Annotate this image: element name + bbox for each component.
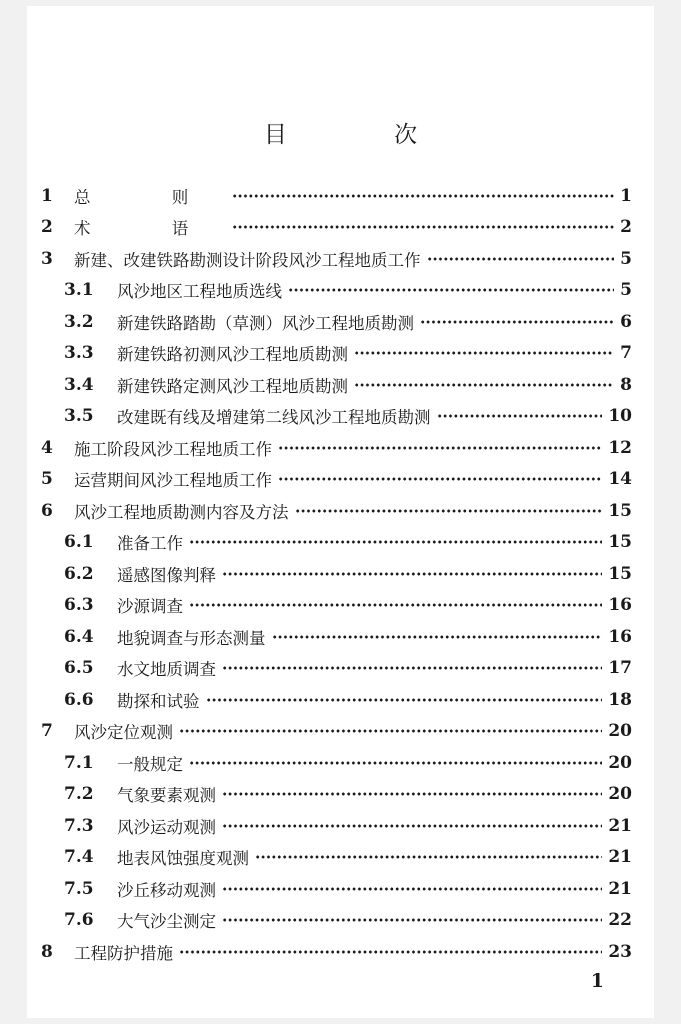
toc-entry[interactable] — [41, 243, 632, 275]
toc-entry-number: 2 — [41, 217, 53, 238]
dot-leader — [272, 634, 603, 640]
dot-leader — [427, 256, 615, 262]
toc-entry-page: 2 — [620, 217, 632, 238]
toc-entry-number: 3 — [41, 248, 53, 269]
toc-entry-number: 8 — [41, 941, 53, 962]
toc-entry-label: 气象要素观测 — [117, 786, 216, 806]
toc-entry[interactable] — [41, 716, 632, 748]
toc-entry-number: 7.2 — [64, 784, 94, 805]
dot-leader — [179, 728, 602, 734]
toc-entry-label: 运营期间风沙工程地质工作 — [74, 471, 272, 491]
dot-leader — [232, 224, 614, 230]
dot-leader — [206, 697, 603, 703]
toc-entry[interactable] — [41, 432, 632, 464]
toc-entry-number: 7 — [41, 721, 53, 742]
toc-entry-page: 1 — [620, 185, 632, 206]
dot-leader — [295, 508, 603, 514]
toc-entry-label: 风沙运动观测 — [117, 817, 216, 837]
dot-leader — [437, 413, 603, 419]
toc-entry-label: 术 语 — [74, 219, 227, 239]
toc-entry[interactable] — [41, 873, 632, 905]
dot-leader — [354, 382, 614, 388]
toc-entry-label: 风沙地区工程地质选线 — [117, 282, 282, 302]
toc-entry[interactable] — [41, 527, 632, 559]
toc-entry-page: 21 — [608, 878, 632, 899]
dot-leader — [189, 602, 602, 608]
toc-entry-label: 地表风蚀强度观测 — [117, 849, 249, 869]
toc-entry-page: 15 — [608, 532, 632, 553]
toc-entry-page: 21 — [608, 815, 632, 836]
toc-entry-page: 5 — [620, 248, 632, 269]
dot-leader — [189, 539, 602, 545]
toc-entry-page: 16 — [608, 595, 632, 616]
dot-leader — [222, 823, 602, 829]
toc-entry-number: 4 — [41, 437, 53, 458]
toc-entry[interactable] — [41, 842, 632, 874]
toc-entry-page: 12 — [608, 437, 632, 458]
dot-leader — [255, 854, 602, 860]
toc-entry[interactable] — [41, 306, 632, 338]
dot-leader — [179, 949, 602, 955]
toc-entry-label: 遥感图像判释 — [117, 565, 216, 585]
toc-entry[interactable] — [41, 810, 632, 842]
toc-entry[interactable] — [41, 558, 632, 590]
toc-entry-page: 15 — [608, 500, 632, 521]
toc-entry[interactable] — [41, 180, 632, 212]
toc-entry-page: 20 — [608, 784, 632, 805]
toc-entry-page: 16 — [608, 626, 632, 647]
toc-entry-label: 水文地质调查 — [117, 660, 216, 680]
toc-entry-page: 15 — [608, 563, 632, 584]
toc-entry-label: 沙源调查 — [117, 597, 183, 617]
toc-entry[interactable] — [41, 905, 632, 937]
toc-entry[interactable] — [41, 590, 632, 622]
toc-entry-number: 6 — [41, 500, 53, 521]
toc-entry-label: 勘探和试验 — [117, 691, 200, 711]
toc-entry-label: 总 则 — [74, 187, 227, 207]
toc-entry-label: 大气沙尘测定 — [117, 912, 216, 932]
toc-entry-label: 施工阶段风沙工程地质工作 — [74, 439, 272, 459]
toc-entry-number: 7.4 — [64, 847, 94, 868]
toc-entry-page: 17 — [608, 658, 632, 679]
dot-leader — [222, 886, 602, 892]
toc-entry-number: 7.3 — [64, 815, 94, 836]
page-number: 1 — [590, 970, 604, 992]
dot-leader — [222, 791, 602, 797]
toc-entry-number: 5 — [41, 469, 53, 490]
toc-entry[interactable] — [41, 495, 632, 527]
toc-entry-label: 沙丘移动观测 — [117, 880, 216, 900]
table-of-contents — [41, 180, 632, 968]
toc-entry-page: 14 — [608, 469, 632, 490]
toc-entry-label: 新建铁路初测风沙工程地质勘测 — [117, 345, 348, 365]
toc-entry-number: 6.6 — [64, 689, 94, 710]
dot-leader — [189, 760, 602, 766]
dot-leader — [232, 193, 614, 199]
page-title: 目 次 — [263, 122, 468, 148]
toc-entry-page: 20 — [608, 721, 632, 742]
toc-entry[interactable] — [41, 747, 632, 779]
toc-entry-page: 20 — [608, 752, 632, 773]
toc-entry-number: 6.5 — [64, 658, 94, 679]
toc-entry[interactable] — [41, 684, 632, 716]
dot-leader — [278, 445, 602, 451]
toc-entry-label: 地貌调查与形态测量 — [117, 628, 266, 648]
toc-entry-page: 5 — [620, 280, 632, 301]
toc-entry-number: 3.5 — [64, 406, 94, 427]
dot-leader — [288, 287, 614, 293]
dot-leader — [222, 917, 602, 923]
toc-entry[interactable] — [41, 212, 632, 244]
dot-leader — [278, 476, 602, 482]
toc-entry-number: 6.2 — [64, 563, 94, 584]
toc-entry[interactable] — [41, 653, 632, 685]
dot-leader — [420, 319, 614, 325]
toc-entry-number: 7.6 — [64, 910, 94, 931]
toc-entry-label: 准备工作 — [117, 534, 183, 554]
toc-entry-number: 3.2 — [64, 311, 94, 332]
toc-entry-label: 风沙工程地质勘测内容及方法 — [74, 502, 289, 522]
toc-entry[interactable] — [41, 936, 632, 968]
toc-entry[interactable] — [41, 621, 632, 653]
toc-entry-number: 6.4 — [64, 626, 94, 647]
toc-entry-number: 3.3 — [64, 343, 94, 364]
toc-entry-page: 7 — [620, 343, 632, 364]
toc-entry-page: 10 — [608, 406, 632, 427]
toc-entry[interactable] — [41, 401, 632, 433]
toc-entry-page: 23 — [608, 941, 632, 962]
toc-entry[interactable] — [41, 779, 632, 811]
toc-entry[interactable] — [41, 464, 632, 496]
toc-entry-number: 3.1 — [64, 280, 94, 301]
toc-entry-number: 7.5 — [64, 878, 94, 899]
dot-leader — [222, 665, 602, 671]
toc-entry-label: 工程防护措施 — [74, 943, 173, 963]
toc-entry-page: 18 — [608, 689, 632, 710]
dot-leader — [354, 350, 614, 356]
toc-entry-label: 新建铁路踏勘（草测）风沙工程地质勘测 — [117, 313, 414, 333]
toc-entry-page: 6 — [620, 311, 632, 332]
toc-entry-label: 一般规定 — [117, 754, 183, 774]
toc-entry-page: 21 — [608, 847, 632, 868]
toc-entry[interactable] — [41, 275, 632, 307]
toc-entry[interactable] — [41, 338, 632, 370]
toc-entry-number: 7.1 — [64, 752, 94, 773]
toc-entry-number: 6.3 — [64, 595, 94, 616]
toc-entry-page: 22 — [608, 910, 632, 931]
toc-entry-label: 新建、改建铁路勘测设计阶段风沙工程地质工作 — [74, 250, 421, 270]
toc-entry-number: 1 — [41, 185, 53, 206]
dot-leader — [222, 571, 602, 577]
toc-entry-label: 新建铁路定测风沙工程地质勘测 — [117, 376, 348, 396]
toc-entry-label: 改建既有线及增建第二线风沙工程地质勘测 — [117, 408, 431, 428]
toc-entry-page: 8 — [620, 374, 632, 395]
toc-entry-number: 3.4 — [64, 374, 94, 395]
document-page — [27, 6, 654, 1018]
toc-entry-number: 6.1 — [64, 532, 94, 553]
toc-entry-label: 风沙定位观测 — [74, 723, 173, 743]
toc-entry[interactable] — [41, 369, 632, 401]
